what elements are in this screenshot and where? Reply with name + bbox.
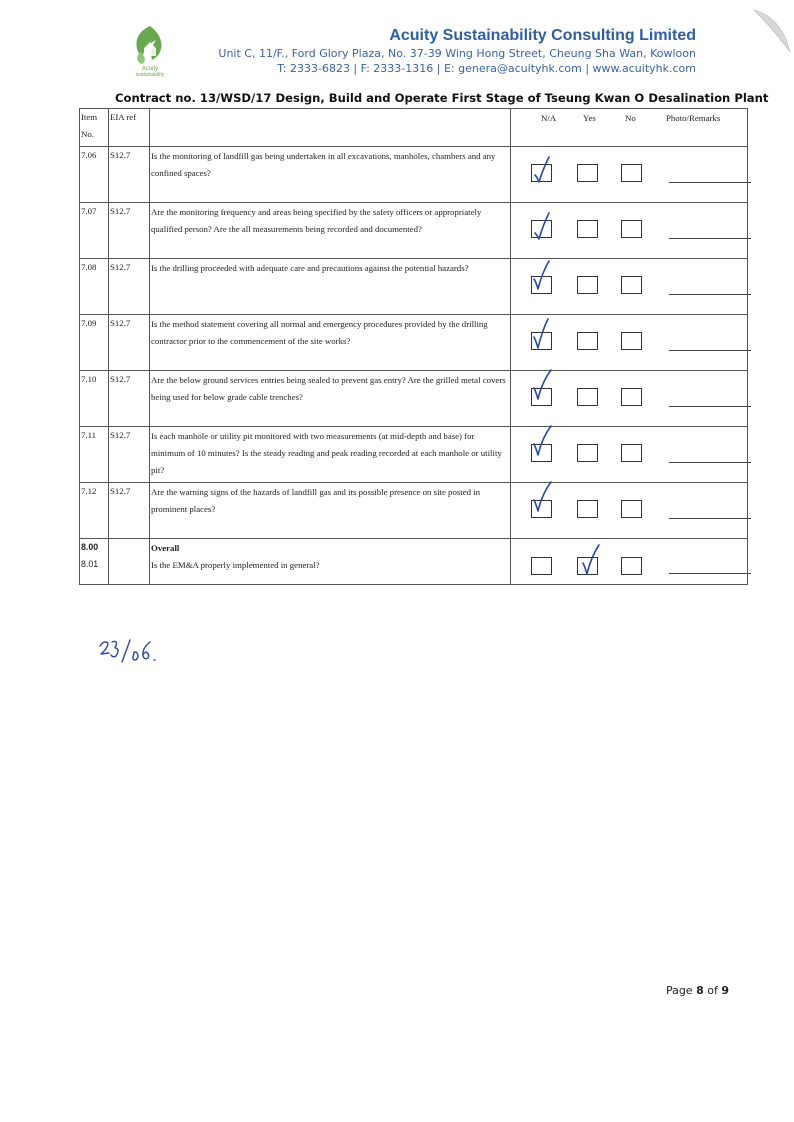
item-number: 7.06 — [80, 147, 109, 203]
remarks-line[interactable] — [669, 573, 751, 574]
remarks-line[interactable] — [669, 350, 751, 351]
question-text: Are the monitoring frequency and areas being specified by the safety officers or appropriately qualified person? Are the all measurements being recorded and documented? — [150, 203, 511, 259]
company-name: Acuity Sustainability Consulting Limited — [389, 27, 696, 44]
answer-cell — [511, 539, 748, 585]
question-text: Is the drilling proceeded with adequate care and precautions against the potential hazards? — [150, 259, 511, 315]
no-checkbox[interactable] — [621, 557, 642, 575]
contract-title: Contract no. 13/WSD/17 Design, Build and Operate First Stage of Tseung Kwan O Desalination Plant — [115, 91, 769, 105]
handwritten-tick-icon — [575, 543, 601, 577]
item-number: 7.10 — [80, 371, 109, 427]
eia-ref: S12.7 — [109, 483, 150, 539]
header-eia-ref: EIA ref — [109, 109, 150, 147]
answer-cell — [511, 259, 748, 315]
no-checkbox[interactable] — [621, 164, 642, 182]
handwritten-tick-icon — [527, 259, 553, 293]
handwritten-date — [96, 634, 166, 670]
checklist-table — [79, 108, 748, 585]
question-text: Is the method statement covering all normal and emergency procedures provided by the drilling contractor prior to the commencement of the site works? — [150, 315, 511, 371]
table-row — [80, 147, 748, 203]
question-text: Are the warning signs of the hazards of landfill gas and its possible presence on site posted in prominent places? — [150, 483, 511, 539]
no-checkbox[interactable] — [621, 276, 642, 294]
eia-ref: S12.7 — [109, 315, 150, 371]
item-number: 7.11 — [80, 427, 109, 483]
eia-ref — [109, 539, 150, 585]
handwritten-tick-icon — [527, 317, 553, 351]
header-question — [150, 109, 511, 147]
header-remarks: Photo/Remarks — [666, 113, 721, 123]
question-text: Are the below ground services entries being sealed to prevent gas entry? Are the grilled metal covers being used for below grade cable trenches? — [150, 371, 511, 427]
yes-checkbox[interactable] — [577, 388, 598, 406]
yes-checkbox[interactable] — [577, 276, 598, 294]
table-header-row — [80, 109, 748, 147]
handwritten-tick-icon — [527, 480, 553, 514]
page-number: Page 8 of 9 — [665, 984, 729, 997]
yes-checkbox[interactable] — [577, 444, 598, 462]
eia-ref: S12.7 — [109, 147, 150, 203]
question-text: Is each manhole or utility pit monitored with two measurements (at mid-depth and base) for minimum of 10 minutes? Is the steady reading and peak reading recorded at each manhole or utility pit? — [150, 427, 511, 483]
yes-checkbox[interactable] — [577, 220, 598, 238]
header-yes: Yes — [583, 113, 596, 123]
table-row — [80, 259, 748, 315]
answer-cell — [511, 371, 748, 427]
table-row — [80, 427, 748, 483]
no-checkbox[interactable] — [621, 220, 642, 238]
yes-checkbox[interactable] — [577, 332, 598, 350]
yes-checkbox[interactable] — [577, 164, 598, 182]
eia-ref: S12.7 — [109, 203, 150, 259]
answer-cell — [511, 203, 748, 259]
table-row — [80, 203, 748, 259]
item-number: 7.12 — [80, 483, 109, 539]
eia-ref: S12.7 — [109, 371, 150, 427]
answer-cell — [511, 315, 748, 371]
no-checkbox[interactable] — [621, 332, 642, 350]
header-item-no: Item No. — [80, 109, 109, 147]
table-row — [80, 371, 748, 427]
header-na: N/A — [541, 113, 557, 123]
answer-cell — [511, 427, 748, 483]
answer-cell — [511, 147, 748, 203]
handwritten-tick-icon — [527, 424, 553, 458]
yes-checkbox[interactable] — [577, 500, 598, 518]
na-checkbox[interactable] — [531, 557, 552, 575]
remarks-line[interactable] — [669, 182, 751, 183]
item-number: 7.07 — [80, 203, 109, 259]
remarks-line[interactable] — [669, 462, 751, 463]
table-row — [80, 315, 748, 371]
remarks-line[interactable] — [669, 406, 751, 407]
company-contact: T: 2333-6823 | F: 2333-1316 | E: genera@acuityhk.com | www.acuityhk.com — [277, 62, 696, 75]
company-address: Unit C, 11/F., Ford Glory Plaza, No. 37-39 Wing Hong Street, Cheung Sha Wan, Kowloon — [218, 47, 696, 60]
page-curl-graphic — [734, 0, 794, 60]
table-row — [80, 483, 748, 539]
header-options — [511, 109, 748, 147]
remarks-line[interactable] — [669, 518, 751, 519]
table-row-overall — [80, 539, 748, 585]
handwritten-tick-icon — [527, 368, 553, 402]
no-checkbox[interactable] — [621, 444, 642, 462]
remarks-line[interactable] — [669, 238, 751, 239]
header-no: No — [625, 113, 636, 123]
handwritten-tick-icon — [529, 153, 555, 187]
section-number: 8.00 8.01 — [80, 539, 109, 585]
logo-subtext: Acuity sustainability — [135, 66, 165, 78]
handwritten-tick-icon — [529, 209, 555, 243]
answer-cell — [511, 483, 748, 539]
item-number: 7.09 — [80, 315, 109, 371]
question-text: Is the monitoring of landfill gas being undertaken in all excavations, manholes, chambers and any confined spaces? — [150, 147, 511, 203]
no-checkbox[interactable] — [621, 388, 642, 406]
question-text: Overall Is the EM&A properly implemented in general? — [150, 539, 511, 585]
no-checkbox[interactable] — [621, 500, 642, 518]
item-number: 7.08 — [80, 259, 109, 315]
eia-ref: S12.7 — [109, 427, 150, 483]
remarks-line[interactable] — [669, 294, 751, 295]
eia-ref: S12.7 — [109, 259, 150, 315]
